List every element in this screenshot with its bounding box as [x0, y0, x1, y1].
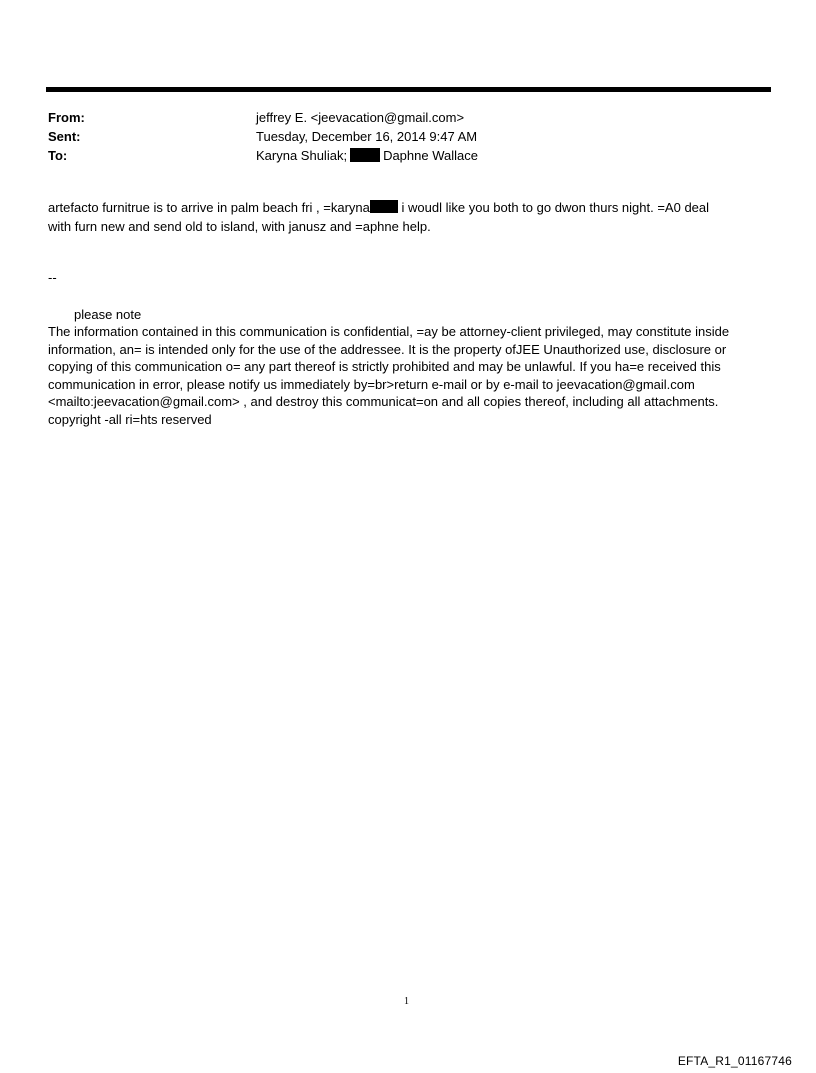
from-value: jeffrey E. <jeevacation@gmail.com>	[256, 110, 465, 125]
header-divider	[46, 87, 771, 92]
body-line-1	[48, 198, 768, 217]
body-text-segment: artefacto furnitrue is to arrive in palm beach fri , =karyna	[48, 200, 370, 215]
from-label: From:	[48, 110, 85, 125]
disclaimer-line: <mailto:jeevacation@gmail.com> , and destroy this communicat=on and all copies thereof, including all attachments.	[48, 394, 719, 409]
to-recipient-1: Karyna Shuliak;	[256, 148, 348, 163]
note-heading: please note	[74, 307, 142, 322]
disclaimer-line: communication in error, please notify us immediately by=br>return e-mail or by e-mail to jeevacation@gmail.com	[48, 376, 695, 392]
redaction-block	[370, 200, 398, 213]
disclaimer-line: copyright -all ri=hts reserved	[48, 411, 212, 427]
body-line-2: with furn new and send old to island, with janusz and =aphne help.	[48, 219, 431, 234]
from-row	[48, 108, 748, 127]
redaction-block	[350, 148, 380, 162]
page-number: 1	[404, 996, 409, 1007]
disclaimer	[48, 323, 778, 428]
to-row	[48, 146, 748, 165]
disclaimer-line: The information contained in this communication is confidential, =ay be attorney-client privileged, may constitute inside	[48, 324, 730, 339]
to-recipient-2: Daphne Wallace	[383, 148, 478, 163]
to-value	[256, 146, 478, 165]
email-body	[48, 198, 768, 236]
sent-row	[48, 127, 748, 146]
sent-label: Sent:	[48, 129, 81, 144]
sent-value: Tuesday, December 16, 2014 9:47 AM	[256, 129, 478, 144]
email-header	[48, 108, 748, 165]
document-id: EFTA_R1_01167746	[677, 1054, 792, 1068]
disclaimer-line: copying of this communication o= any part thereof is strictly prohibited and may be unlawful. If you ha=e received this	[48, 359, 721, 374]
disclaimer-line: information, an= is intended only for the use of the addressee. It is the property ofJEE Unauthorized use, disclosure or	[48, 341, 727, 357]
body-text-segment: i woudl like you both to go dwon thurs night. =A0 deal	[397, 200, 710, 215]
signature-separator: --	[48, 270, 57, 285]
to-label: To:	[48, 148, 68, 163]
